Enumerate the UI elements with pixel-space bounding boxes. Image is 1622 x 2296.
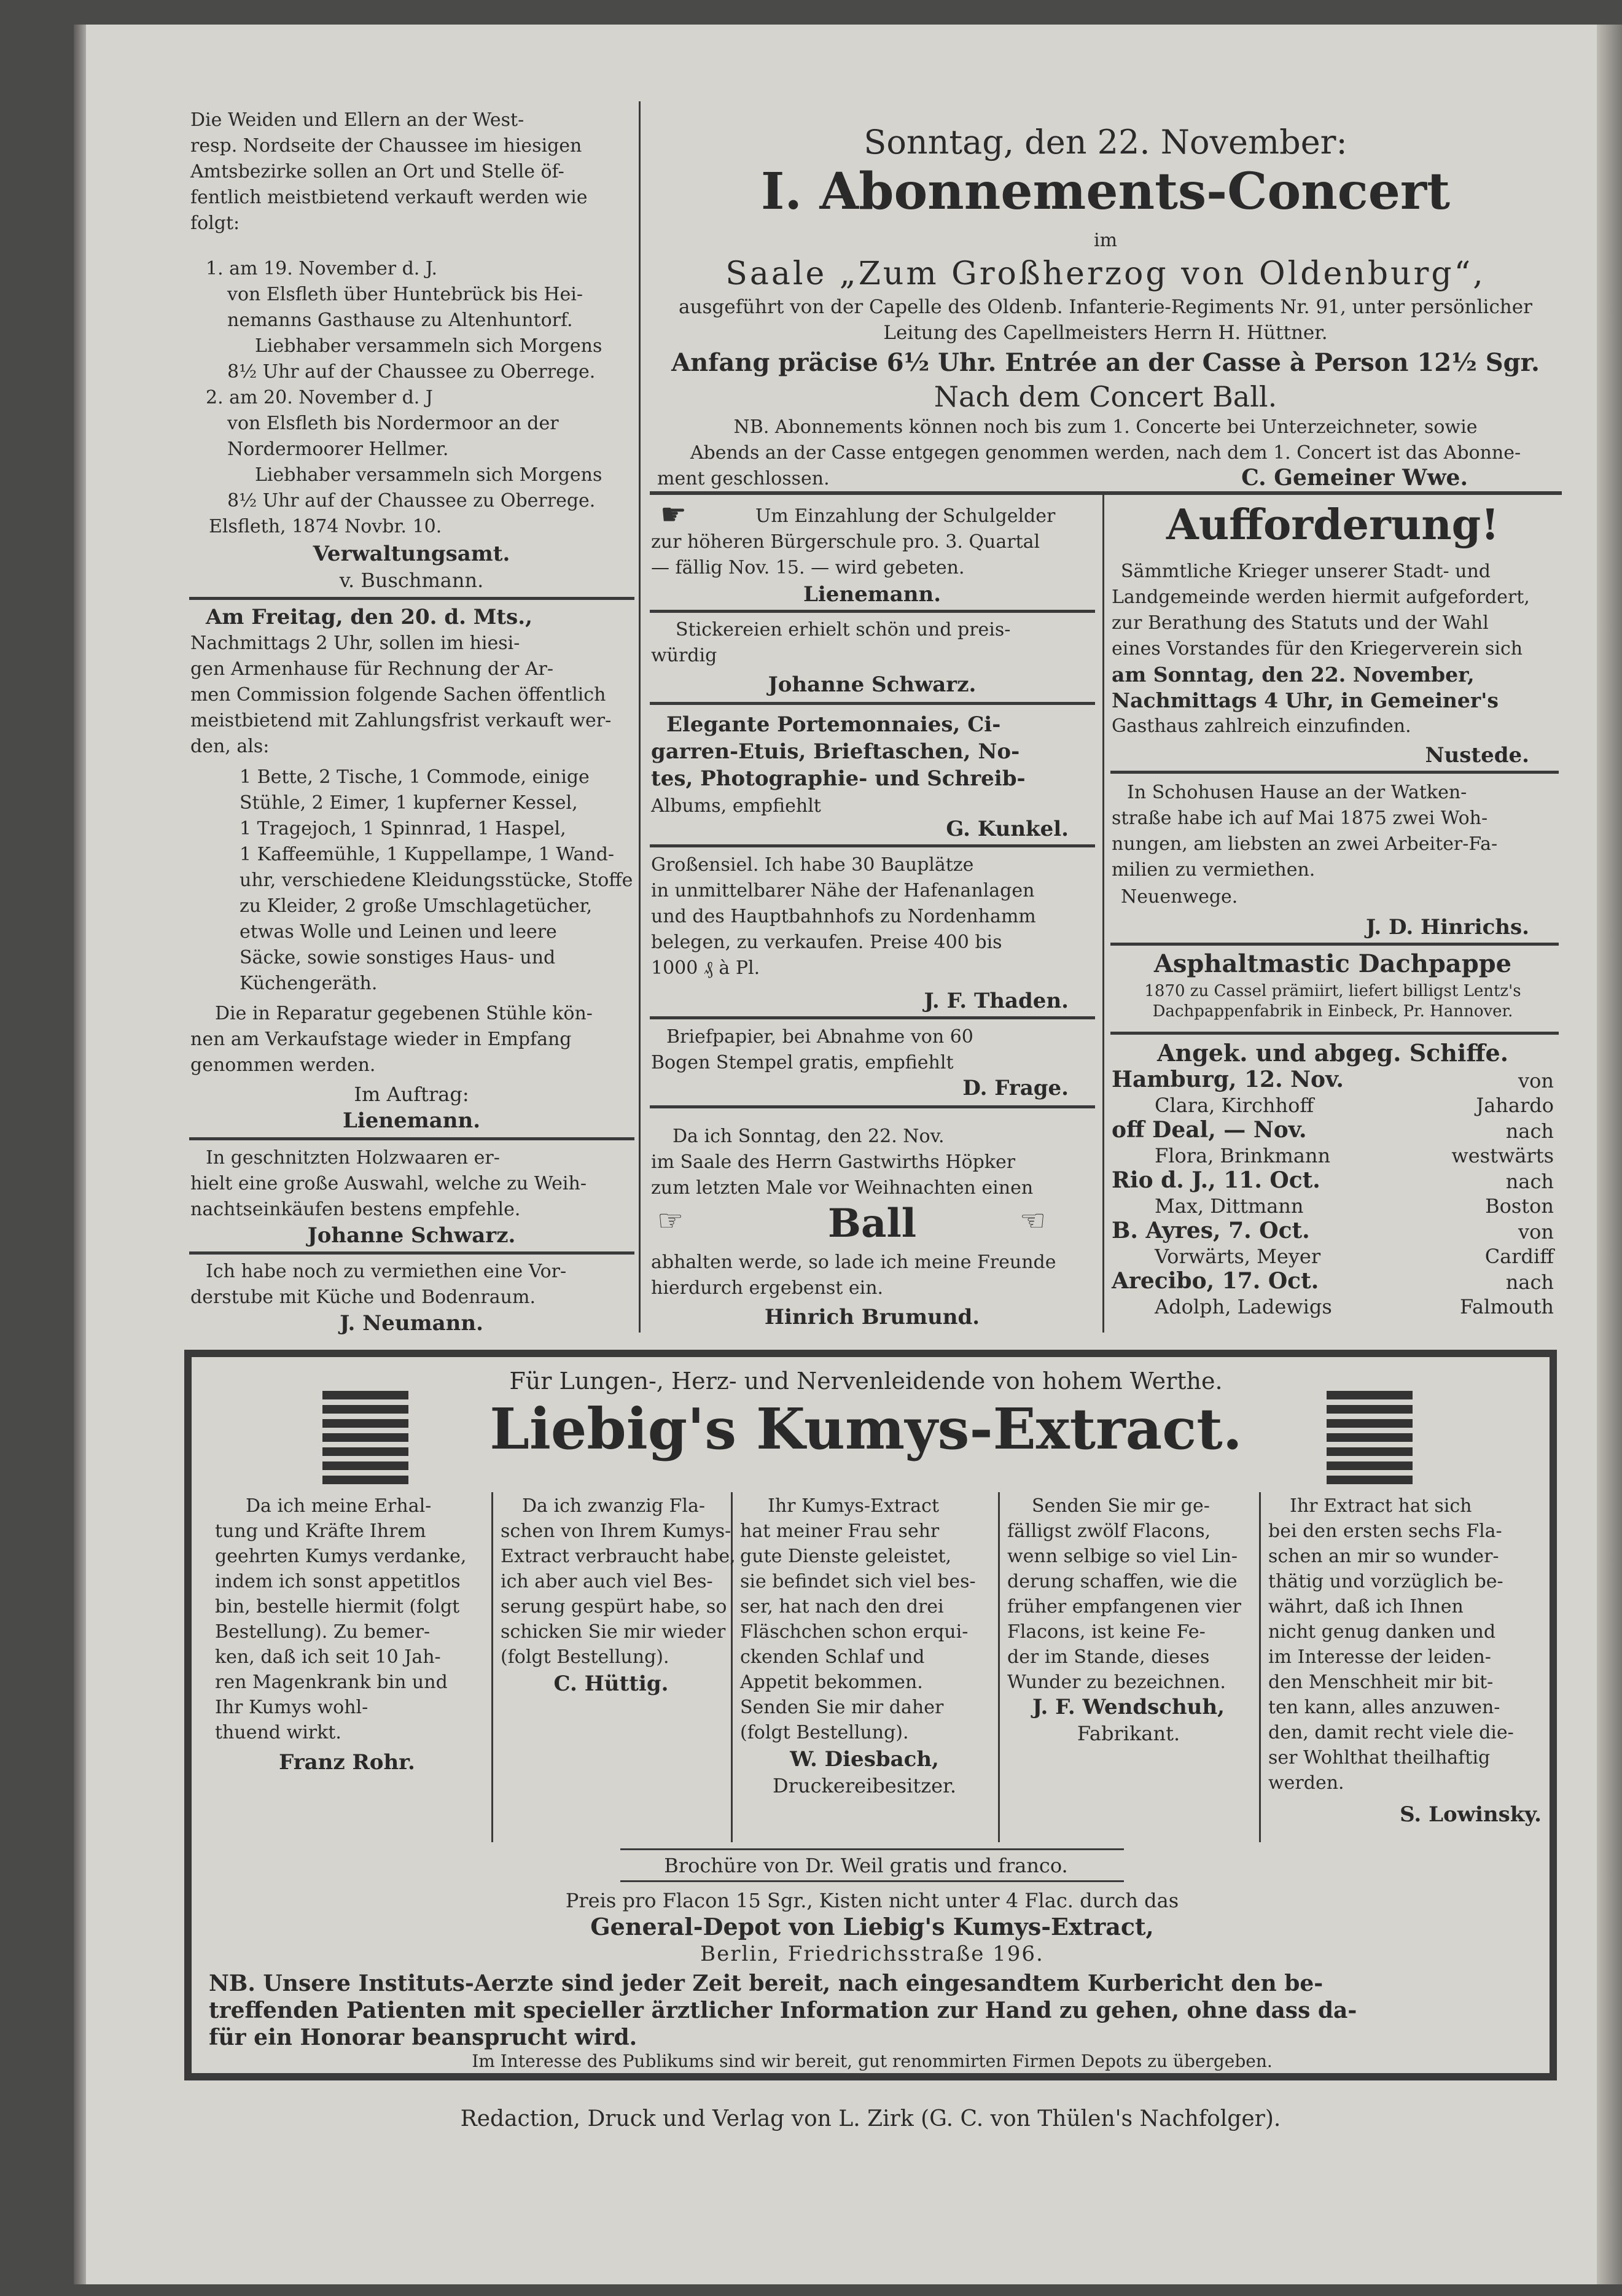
auff-line: am Sonntag, den 22. November, [1112,663,1475,687]
holz-name: Johanne Schwarz. [307,1223,516,1248]
testimonial-line: derung schaffen, wie die [1007,1571,1238,1592]
haus-line: In Schohusen Hause an der Watken- [1127,782,1467,803]
kumys-inter: Im Interesse des Publikums sind wir bereit, gut renommirten Firmen Depots zu übergeben. [472,2051,1273,2071]
column-rule [998,1492,1000,1842]
testimonial-line: Extract verbraucht habe, [501,1546,736,1567]
porte-line: garren-Etuis, Brieftaschen, No- [651,739,1020,764]
concert-line: Anfang präcise 6½ Uhr. Entrée an der Casse à Person 12½ Sgr. [671,348,1540,377]
amt-name: v. Buschmann. [339,569,484,592]
concert-nb: NB. Abonnements können noch bis zum 1. Concerte bei Unterzeichneter, sowie [733,416,1478,438]
sale-item: 1 Bette, 2 Tische, 1 Commode, einige [240,766,590,788]
testimonial-line: ser Wohlthat theilhaftig [1268,1747,1491,1769]
holz-line: hielt eine große Auswahl, welche zu Weih- [190,1173,587,1194]
testimonial-line: den Menschheit mir bit- [1268,1671,1494,1693]
testimonial-line: tung und Kräfte Ihrem [215,1520,426,1542]
pointing-hand-icon: ☛ [660,497,687,532]
testimonial-line: ten kann, alles anzuwen- [1268,1697,1500,1718]
item1-line: von Elsfleth über Huntebrück bis Hei- [227,284,583,305]
testimonial-line: Da ich meine Erhal- [246,1495,432,1517]
testimonial-line: Ihr Extract hat sich [1290,1495,1472,1517]
stick-line: würdig [651,645,717,666]
concert-line: Nach dem Concert Ball. [934,380,1277,413]
testimonial-line: Appetit bekommen. [740,1671,923,1693]
item2-line: Nordermoorer Hellmer. [227,438,449,460]
porte-line: tes, Photographie- und Schreib- [651,766,1026,791]
testimonial-line: Ihr Kumys wohl- [215,1697,368,1718]
ship-place: off Deal, — Nov. [1112,1117,1307,1143]
ornament-bars-right [1327,1391,1413,1490]
ship-port: Jahardo [1476,1094,1554,1117]
concert-nb: Abends an der Casse entgegen genommen werden, nach dem 1. Concert ist das Abonne- [690,442,1521,464]
testimonial-line: Bestellung). Zu bemer- [215,1621,431,1643]
concert-nb: ment geschlossen. [657,468,830,489]
testimonial-line: serung gespürt habe, so [501,1596,727,1617]
testimonial-line: ser, hat nach den drei [740,1596,944,1617]
divider [620,1880,1124,1882]
kumys-depot: General-Depot von Liebig's Kumys-Extract, [590,1913,1154,1940]
divider [620,1848,1124,1850]
testimonial-line: (folgt Bestellung). [740,1722,909,1743]
item2-line: von Elsfleth bis Nordermoor an der [227,413,559,434]
divider [650,1016,1095,1019]
testimonial-line: gute Dienste geleistet, [740,1546,952,1567]
item2-line: Elsfleth, 1874 Novbr. 10. [209,516,442,537]
ship-direction: von [1518,1069,1554,1092]
ship-port: westwärts [1451,1144,1554,1167]
ball-name: Hinrich Brumund. [764,1305,980,1329]
testimonial-line: thuend wirkt. [215,1722,341,1743]
divider [650,844,1095,847]
testimonial-line: indem ich sonst appetitlos [215,1571,461,1592]
ship-direction: nach [1505,1119,1554,1143]
ship-direction: von [1518,1220,1554,1243]
sale-item: etwas Wolle und Leinen und leere [240,921,557,943]
gross-line: 1000 ₰ à Pl. [651,957,760,979]
kumys-title: Liebig's Kumys-Extract. [489,1396,1242,1462]
testimonial-name: S. Lowinsky. [1400,1802,1542,1827]
kumys-border-top [184,1350,1557,1357]
testimonial-line: werden. [1268,1772,1344,1794]
testimonial-line: bei den ersten sechs Fla- [1268,1520,1502,1542]
testimonial-line: im Interesse der leiden- [1268,1646,1491,1668]
ball-line: abhalten werde, so lade ich meine Freunde [651,1251,1056,1273]
ball-line: Da ich Sonntag, den 22. Nov. [673,1126,945,1147]
ship-port: Boston [1485,1194,1554,1218]
freitag-line: den, als: [190,736,270,757]
stick-line: Stickereien erhielt schön und preis- [676,619,1011,640]
concert-line: ausgeführt von der Capelle des Oldenb. Infanterie-Regiments Nr. 91, unter persönlicher [679,296,1532,318]
asph-line: 1870 zu Cassel prämiirt, liefert billigst Lentz's [1144,982,1521,1000]
gross-line: belegen, zu verkaufen. Preise 400 bis [651,932,1002,953]
item2-line: 8½ Uhr auf der Chaussee zu Oberrege. [227,490,596,512]
kumys-border-right [1550,1350,1557,2080]
ship-direction: nach [1505,1271,1554,1294]
ball-word: Ball [827,1201,917,1247]
ship-place: Hamburg, 12. Nov. [1112,1067,1344,1092]
gross-name: J. F. Thaden. [924,989,1069,1013]
auftrag-label: Im Auftrag: [354,1083,469,1106]
stube-name: J. Neumann. [340,1311,483,1336]
ornament-bars-left [322,1391,408,1490]
ball-line: hierdurch ergebenst ein. [651,1277,884,1299]
testimonial-line: ich aber auch viel Bes- [501,1571,713,1592]
gross-line: Großensiel. Ich habe 30 Bauplätze [651,854,974,876]
testimonial-line: Senden Sie mir ge- [1032,1495,1210,1517]
pointing-hand-left-icon: ☜ [1020,1204,1047,1238]
ball-line: zum letzten Male vor Weihnachten einen [651,1177,1034,1199]
ship-name: Vorwärts, Meyer [1155,1245,1321,1268]
divider [650,702,1095,705]
sale-item: Säcke, sowie sonstiges Haus- und [240,947,556,968]
gross-line: und des Hauptbahnhofs zu Nordenhamm [651,906,1036,927]
divider [1110,1032,1559,1035]
kumys-border-bottom [184,2073,1557,2080]
concert-line: Leitung des Capellmeisters Herrn H. Hüttner. [883,322,1328,344]
testimonial-line: Flacons, ist keine Fe- [1007,1621,1206,1643]
item2-line: Liebhaber versammeln sich Morgens [255,464,602,486]
divider [189,597,634,600]
auff-line: Sämmtliche Krieger unserer Stadt- und [1121,561,1491,582]
column-rule [1259,1492,1261,1842]
item1-line: Liebhaber versammeln sich Morgens [255,335,602,357]
kumys-berlin: Berlin, Friedrichsstraße 196. [700,1942,1044,1966]
ship-name: Max, Dittmann [1155,1194,1304,1218]
item1-line: nemanns Gasthause zu Altenhuntorf. [227,309,573,331]
testimonial-name: Franz Rohr. [279,1750,415,1775]
porte-line: Albums, empfiehlt [651,795,821,817]
testimonial-line: ckenden Schlaf und [740,1646,925,1668]
kumys-nb: NB. Unsere Instituts-Aerzte sind jeder Zeit bereit, nach eingesandtem Kurbericht den be- [209,1971,1324,1996]
ship-port: Cardiff [1484,1245,1554,1268]
testimonial-line: Ihr Kumys-Extract [768,1495,940,1517]
testimonial-line: schen an mir so wunder- [1268,1546,1499,1567]
weiden-line: folgt: [190,212,240,234]
schul-name: Lienemann. [803,582,942,607]
ship-place: Rio d. J., 11. Oct. [1112,1167,1320,1193]
brief-line: Briefpapier, bei Abnahme von 60 [666,1026,973,1048]
footer-imprint: Redaction, Druck und Verlag von L. Zirk (G. C. von Thülen's Nachfolger). [460,2106,1281,2131]
auff-line: zur Berathung des Statuts und der Wahl [1112,612,1489,634]
haus-line: milien zu vermiethen. [1112,859,1316,881]
concert-date: Sonntag, den 22. November: [864,123,1347,161]
item2-line: 2. am 20. November d. J [206,387,433,408]
freitag-line: Am Freitag, den 20. d. Mts., [206,605,532,629]
brief-name: D. Frage. [962,1076,1069,1100]
ship-port: Falmouth [1459,1295,1554,1318]
divider [1110,771,1559,774]
testimonial-line: währt, daß ich Ihnen [1268,1596,1464,1617]
testimonial-line: thätig und vorzüglich be- [1268,1571,1503,1592]
testimonial-line: geehrten Kumys verdanke, [215,1546,467,1567]
porte-name: G. Kunkel. [946,817,1069,841]
ship-name: Flora, Brinkmann [1155,1144,1331,1167]
schul-line: — fällig Nov. 15. — wird gebeten. [651,557,965,578]
item1-line: 8½ Uhr auf der Chaussee zu Oberrege. [227,361,596,383]
concert-im: im [1093,230,1118,251]
testimonial-name: J. F. Wendschuh, [1032,1695,1225,1719]
haus-line: nungen, am liebsten an zwei Arbeiter-Fa- [1112,833,1498,855]
freitag-line: gen Armenhause für Rechnung der Ar- [190,658,554,680]
ball-line: im Saale des Herrn Gastwirths Höpker [651,1151,1016,1173]
stube-line: derstube mit Küche und Bodenraum. [190,1286,536,1308]
kumys-nb: treffenden Patienten mit specieller ärztlicher Information zur Hand zu gehen, ohne dass da- [209,1998,1357,2023]
testimonial-line: schicken Sie mir wieder [501,1621,726,1643]
sale-item: uhr, verschiedene Kleidungsstücke, Stoffe [240,870,633,891]
testimonial-line: der im Stande, dieses [1007,1646,1210,1668]
freitag-line: Nachmittags 2 Uhr, sollen im hiesi- [190,632,520,654]
freitag-line: men Commission folgende Sachen öffentlich [190,684,606,706]
reparatur-line: genommen werden. [190,1054,376,1076]
asph-title: Asphaltmastic Dachpappe [1153,949,1512,978]
kumys-nb: für ein Honorar beansprucht wird. [209,2025,637,2050]
auff-line: Gasthaus zahlreich einzufinden. [1112,715,1411,737]
testimonial-line: sie befindet sich viel bes- [740,1571,976,1592]
column-rule [1102,494,1104,1333]
testimonial-line: (folgt Bestellung). [501,1646,669,1668]
testimonial-line: ken, daß ich seit 10 Jah- [215,1646,441,1668]
holz-line: In geschnitzten Holzwaaren er- [206,1147,500,1169]
testimonial-line: hat meiner Frau sehr [740,1520,940,1542]
stube-line: Ich habe noch zu vermiethen eine Vor- [206,1261,567,1282]
sale-item: 1 Tragejoch, 1 Spinnrad, 1 Haspel, [240,818,566,839]
concert-sign: C. Gemeiner Wwe. [1241,465,1468,491]
schul-line: Um Einzahlung der Schulgelder [755,505,1056,527]
gross-line: in unmittelbarer Nähe der Hafenanlagen [651,880,1035,901]
ships-head: Angek. und abgeg. Schiffe. [1157,1039,1508,1067]
auftrag-name: Lienemann. [342,1108,481,1133]
kumys-broch: Brochüre von Dr. Weil gratis und franco. [664,1854,1068,1877]
haus-line: Neuenwege. [1121,886,1238,908]
divider [1110,943,1559,946]
testimonial-line: ren Magenkrank bin und [215,1671,448,1693]
divider [650,1105,1095,1108]
weiden-line: resp. Nordseite der Chaussee im hiesigen [190,135,582,157]
testimonial-sub: Druckereibesitzer. [773,1774,956,1797]
divider [650,610,1095,613]
testimonial-line: nicht genug danken und [1268,1621,1496,1643]
sale-item: zu Kleider, 2 große Umschlagetücher, [240,895,593,917]
testimonial-line: wenn selbige so viel Lin- [1007,1546,1238,1567]
kumys-preis: Preis pro Flacon 15 Sgr., Kisten nicht unter 4 Flac. durch das [565,1889,1179,1912]
amt-title: Verwaltungsamt. [313,542,510,566]
ship-name: Clara, Kirchhoff [1155,1094,1314,1117]
page-right-edge [1597,25,1622,2284]
testimonial-line: früher empfangenen vier [1007,1596,1241,1617]
item1-line: 1. am 19. November d. J. [206,258,438,279]
ship-place: B. Ayres, 7. Oct. [1112,1218,1310,1243]
concert-saal: Saale „Zum Großherzog von Oldenburg“, [725,255,1486,292]
testimonial-line: fälligst zwölf Flacons, [1007,1520,1211,1542]
auff-name: Nustede. [1425,743,1529,768]
ship-name: Adolph, Ladewigs [1155,1295,1332,1318]
stick-name: Johanne Schwarz. [768,672,977,697]
testimonial-line: Fläschchen schon erqui- [740,1621,969,1643]
divider [189,1137,634,1140]
column-rule [639,101,641,1333]
pointing-hand-right-icon: ☞ [657,1204,684,1238]
kumys-border-left [184,1350,192,2080]
sale-item: Küchengeräth. [240,973,378,994]
weiden-line: fentlich meistbietend verkauft werden wie [190,187,588,208]
divider [650,491,1562,495]
sale-item: 1 Kaffeemühle, 1 Kuppellampe, 1 Wand- [240,844,615,865]
testimonial-line: den, damit recht viele die- [1268,1722,1514,1743]
asph-line: Dachpappenfabrik in Einbeck, Pr. Hannover. [1152,1002,1513,1021]
testimonial-name: C. Hüttig. [553,1671,669,1696]
brief-line: Bogen Stempel gratis, empfiehlt [651,1052,954,1073]
auff-line: Landgemeinde werden hiermit aufgefordert, [1112,586,1530,608]
testimonial-sub: Fabrikant. [1077,1722,1180,1745]
schul-line: zur höheren Bürgerschule pro. 3. Quartal [651,531,1040,553]
weiden-line: Amtsbezirke sollen an Ort und Stelle öf- [190,161,564,182]
auff-line: Nachmittags 4 Uhr, in Gemeiner's [1112,688,1499,712]
testimonial-line: bin, bestelle hiermit (folgt [215,1596,460,1617]
column-rule [491,1492,493,1842]
porte-line: Elegante Portemonnaies, Ci- [666,712,1001,737]
freitag-line: meistbietend mit Zahlungsfrist verkauft wer- [190,710,612,731]
holz-line: nachtseinkäufen bestens empfehle. [190,1199,521,1220]
ship-direction: nach [1505,1170,1554,1193]
auff-line: eines Vorstandes für den Kriegerverein sich [1112,638,1523,660]
testimonial-line: Senden Sie mir daher [740,1697,944,1718]
weiden-line: Die Weiden und Ellern an der West- [190,109,524,131]
ship-place: Arecibo, 17. Oct. [1112,1268,1319,1294]
haus-name: J. D. Hinrichs. [1365,915,1529,940]
sale-item: Stühle, 2 Eimer, 1 kupferner Kessel, [240,792,578,814]
testimonial-name: W. Diesbach, [790,1747,939,1772]
testimonial-line: schen von Ihrem Kumys- [501,1520,731,1542]
kumys-head: Für Lungen-, Herz- und Nervenleidende von hohem Werthe. [509,1368,1223,1395]
haus-line: straße habe ich auf Mai 1875 zwei Woh- [1112,807,1488,829]
auff-title: Aufforderung! [1166,500,1500,550]
reparatur-line: nen am Verkaufstage wieder in Empfang [190,1029,572,1050]
testimonial-line: Wunder zu bezeichnen. [1007,1671,1226,1693]
concert-title: I. Abonnements-Concert [761,162,1450,221]
testimonial-line: Da ich zwanzig Fla- [522,1495,705,1517]
reparatur-line: Die in Reparatur gegebenen Stühle kön- [215,1003,593,1024]
divider [189,1251,634,1255]
